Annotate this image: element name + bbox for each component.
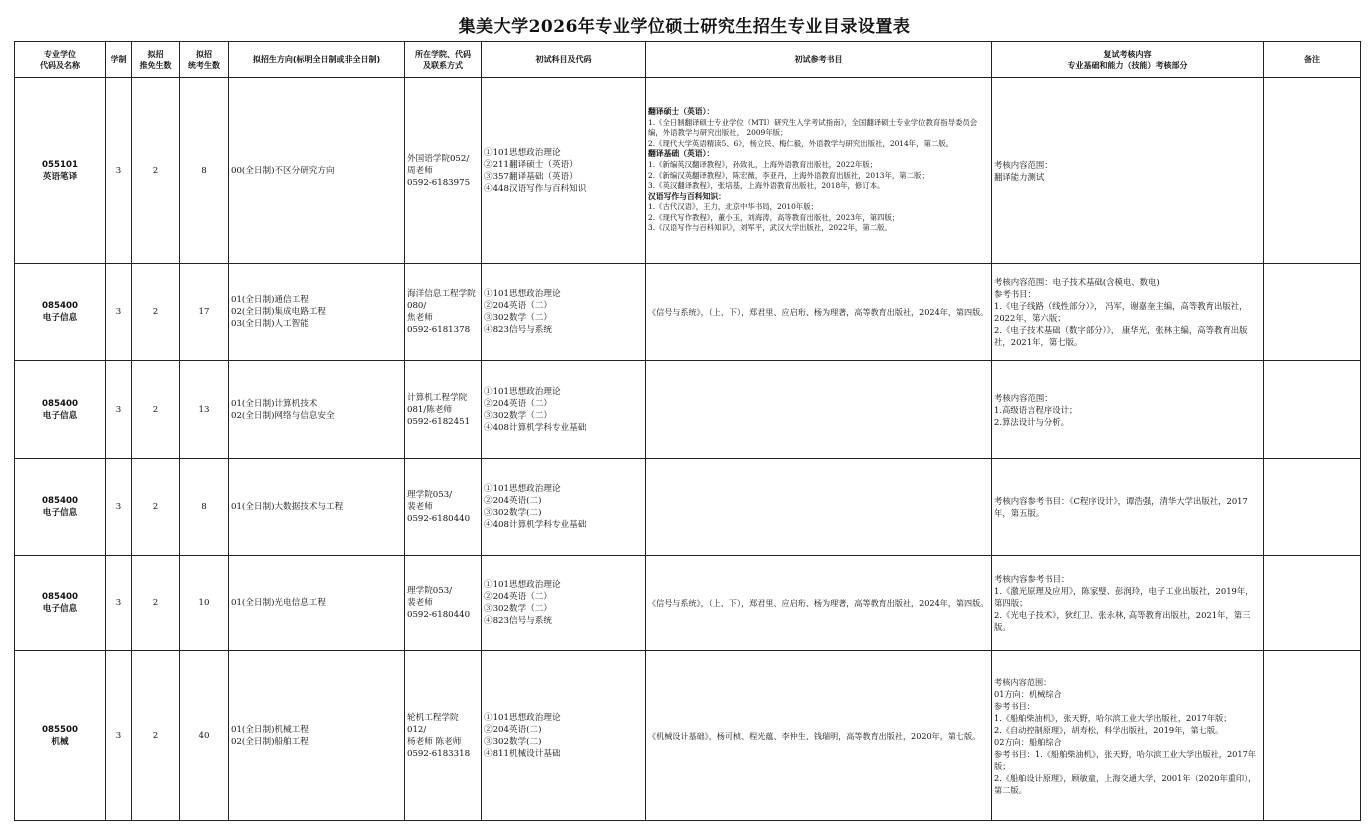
retest-cell: 考核内容范围： 1.高级语言程序设计； 2.算法设计与分析。 [992,361,1264,459]
header-notes: 备注 [1264,42,1361,78]
table-row [15,361,1361,459]
direction-cell: 00(全日制)不区分研究方向 [229,78,405,264]
header-college: 所在学院、代码 及联系方式 [405,42,482,78]
direction-cell: 01(全日制)机械工程 02(全日制)船舶工程 [229,651,405,821]
program-code: 085400 [42,301,78,311]
direction-cell: 01(全日制)光电信息工程 [229,556,405,651]
table-row [15,556,1361,651]
exempt-cell: 2 [132,264,180,361]
program-catalog-table [14,41,1361,821]
program-name: 电子信息 [42,410,78,421]
program-code: 085400 [42,496,78,506]
refs-item: 3.《英汉翻译教程》，张培基，上海外语教育出版社，2018年，修订本。 [648,181,885,191]
refs-item: 1.《古代汉语》，王力，北京中华书局，2010年版； [648,202,818,212]
duration-cell: 3 [106,556,132,651]
duration-cell: 3 [106,459,132,556]
header-exempt: 拟招 推免生数 [132,42,180,78]
header-exam: 初试科目及代码 [482,42,646,78]
program-name: 电子信息 [42,508,78,518]
duration-cell: 3 [106,651,132,821]
program-code: 085400 [42,398,78,409]
refs-item: 1.《全日制翻译硕士专业学位（MTI）研究生入学考试指南》，全国翻译硕士专业学位教育指导委员会编，外语教学与研究出版社， 2009年版； [648,117,978,138]
quota-cell: 8 [180,459,229,556]
program-cell [15,651,106,821]
notes-cell [1264,459,1361,556]
table-row [15,459,1361,556]
exempt-cell: 2 [132,459,180,556]
quota-cell: 40 [180,651,229,821]
refs-cell: 《机械设计基础》，杨可桢、程光蕴、李仲生、钱瑞明，高等教育出版社，2020年，第七版。 [646,651,992,821]
table-row [15,264,1361,361]
header-duration: 学制 [106,42,132,78]
program-code: 085500 [42,724,78,735]
program-name: 电子信息 [42,313,78,323]
program-cell [15,556,106,651]
refs-heading: 汉语写作与百科知识： [648,191,726,201]
college-cell: 海洋信息工程学院080/ 焦老师 0592-6181378 [405,264,482,361]
college-cell: 理学院053/ 裴老师 0592-6180440 [405,556,482,651]
direction-cell: 01(全日制)大数据技术与工程 [229,459,405,556]
refs-item: 1.《新编英汉翻译教程》，孙致礼，上海外语教育出版社，2022年版； [648,159,878,169]
refs-cell [646,361,992,459]
notes-cell [1264,556,1361,651]
duration-cell: 3 [106,264,132,361]
program-code: 055101 [42,159,78,170]
refs-item: 3.《汉语写作与百科知识》，刘军平，武汉大学出版社，2022年，第二版。 [648,223,892,233]
quota-cell: 8 [180,78,229,264]
college-cell: 外国语学院052/ 周老师 0592-6183975 [405,78,482,264]
refs-cell: 《信号与系统》，（上、下），郑君里、应启珩、杨为理著，高等教育出版社，2024年，第四版。 [646,264,992,361]
exam-cell: ①101思想政治理论 ②204英语(二) ③302数学(二) ④408计算机学科专业基础 [482,459,646,556]
refs-item: 2.《现代写作教程》，董小玉，刘海涛，高等教育出版社，2023年，第四版； [648,212,900,222]
program-name: 英语笔译 [42,171,78,182]
header-quota: 拟招 统考生数 [180,42,229,78]
quota-cell: 10 [180,556,229,651]
notes-cell [1264,651,1361,821]
header-row [15,42,1361,78]
notes-cell [1264,264,1361,361]
college-cell: 轮机工程学院 012/ 杨老师 陈老师 0592-6183318 [405,651,482,821]
refs-item: 2.《现代大学英语精读5、6》，杨立民、梅仁毅，外语教学与研究出版社，2014年，第二版。 [648,138,954,148]
program-name: 机械 [51,736,69,747]
exempt-cell: 2 [132,651,180,821]
notes-cell [1264,361,1361,459]
program-code: 085400 [42,592,78,602]
exam-cell: ①101思想政治理论 ②204英语（二） ③302数学（二） ④823信号与系统 [482,264,646,361]
duration-cell: 3 [106,361,132,459]
table-row [15,78,1361,264]
exam-cell: ①101思想政治理论 ②204英语（二） ③302数学（二） ④408计算机学科专业基础 [482,361,646,459]
college-cell: 理学院053/ 裴老师 0592-6180440 [405,459,482,556]
program-cell [15,78,106,264]
header-refs: 初试参考书目 [646,42,992,78]
retest-cell: 考核内容参考书目： 1.《激光原理及应用》，陈家璧、彭润玲，电子工业出版社，2019年，第四版； 2.《光电子技术》，狄红卫、张永林, 高等教育出版社，2021年，第三版。 [992,556,1264,651]
table-row [15,651,1361,821]
refs-cell [646,459,992,556]
program-name: 电子信息 [42,604,78,614]
header-direction: 拟招生方向(标明全日制或非全日制) [229,42,405,78]
duration-cell: 3 [106,78,132,264]
direction-cell: 01(全日制)计算机技术 02(全日制)网络与信息安全 [229,361,405,459]
exempt-cell: 2 [132,556,180,651]
retest-cell: 考核内容参考书目：《C程序设计》，谭浩强，清华大学出版社，2017年，第五版。 [992,459,1264,556]
exam-cell: ①101思想政治理论 ②204英语(二) ③302数学(二) ④811机械设计基础 [482,651,646,821]
program-cell [15,361,106,459]
notes-cell [1264,78,1361,264]
refs-cell: 《信号与系统》，（上、下），郑君里、应启珩、杨为理著，高等教育出版社，2024年，第四版。 [646,556,992,651]
retest-cell: 考核内容范围：电子技术基础(含模电、数电) 参考书目： 1.《电子线路（线性部分）》， 冯军，谢嘉奎主编，高等教育出版社，2022年，第六版； 2.《电子技术基础（数字部分）》， 康华光，张林主编，高等教育出版社，2021年，第七版。 [992,264,1264,361]
program-cell [15,264,106,361]
exam-cell: ①101思想政治理论 ②204英语（二） ③302数学（二） ④823信号与系统 [482,556,646,651]
header-retest: 复试考核内容 专业基础和能力（技能）考核部分 [992,42,1264,78]
exam-cell: ①101思想政治理论 ②211翻译硕士（英语） ③357翻译基础（英语） ④448汉语写作与百科知识 [482,78,646,264]
quota-cell: 13 [180,361,229,459]
retest-cell: 考核内容范围： 01方向：机械综合 参考书目： 1.《船舶柴油机》，张天野，哈尔滨工业大学出版社，2017年版； 2.《自动控制原理》，胡寿松，科学出版社，2019年，第七版。 02方向：船舶综合 参考书目：1.《船舶柴油机》，张天野，哈尔滨工业大学出版社，2017年版； 2.《船舶设计原理》，顾敏童，上海交通大学，2001年（2020年重印），第二版。 [992,651,1264,821]
refs-heading: 翻译硕士（英语）： [648,106,715,116]
program-cell [15,459,106,556]
retest-cell: 考核内容范围： 翻译能力测试 [992,78,1264,264]
refs-heading: 翻译基础（英语）： [648,149,715,159]
direction-cell: 01(全日制)通信工程 02(全日制)集成电路工程 03(全日制)人工智能 [229,264,405,361]
quota-cell: 17 [180,264,229,361]
refs-cell [646,78,992,264]
refs-item: 2.《新编汉英翻译教程》，陈宏薇，李亚丹，上海外语教育出版社，2013年，第二版； [648,170,929,180]
exempt-cell: 2 [132,78,180,264]
college-cell: 计算机工程学院081/陈老师 0592-6182451 [405,361,482,459]
header-program: 专业学位 代码及名称 [15,42,106,78]
page-title: 集美大学2026年专业学位硕士研究生招生专业目录设置表 [458,17,911,37]
exempt-cell: 2 [132,361,180,459]
